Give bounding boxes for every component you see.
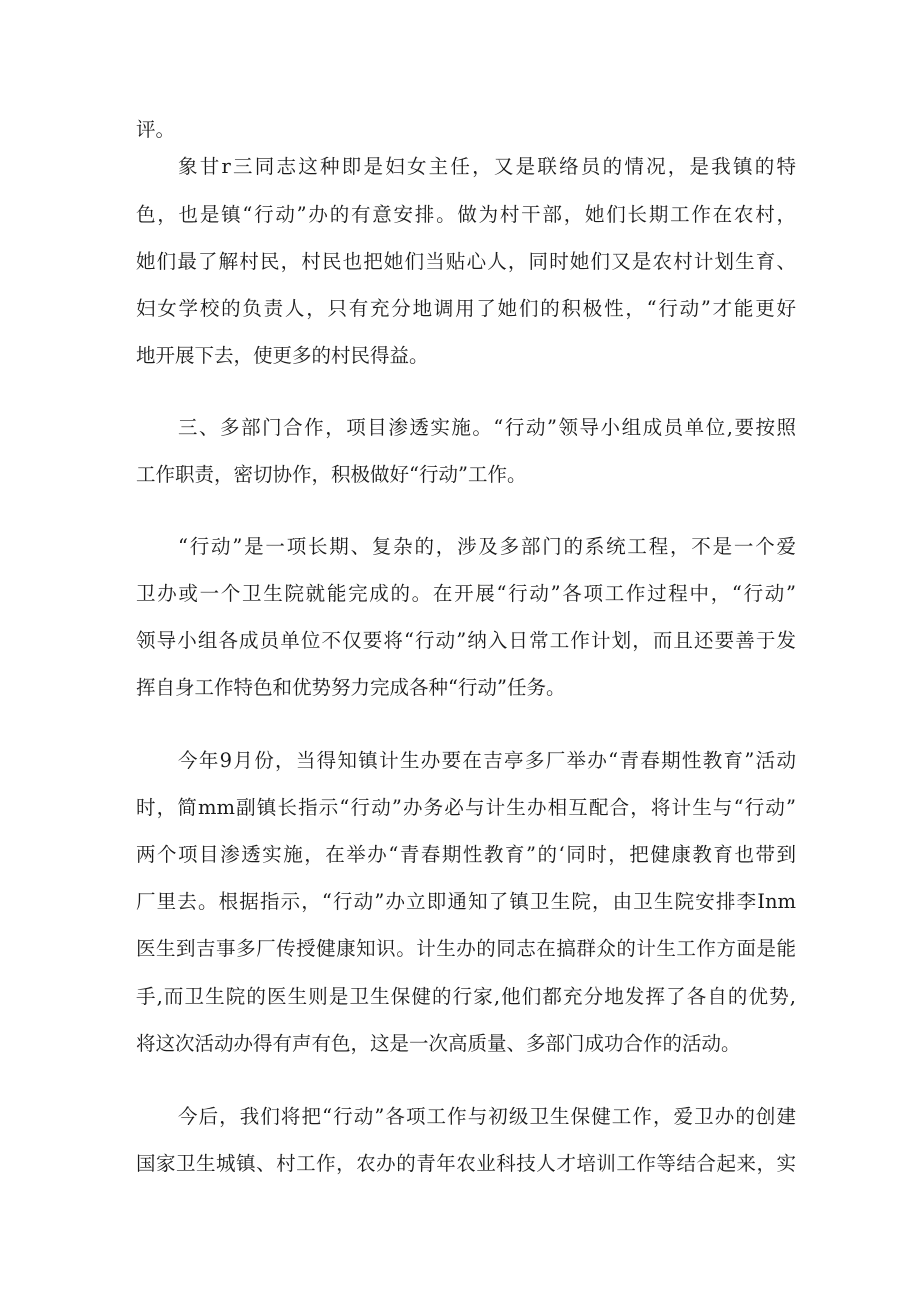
text-line: 评。 [136,118,176,141]
text-line: 厂里去。根据指示，“行动”办立即通知了镇卫生院，由卫生院安排李Inm [136,890,796,913]
text-line: 时，简mm副镇长指示“行动”办务必与计生办相互配合，将计生与“行动” [136,796,796,819]
text-line: 医生到吉事多厂传授健康知识。计生办的同志在搞群众的计生工作方面是能 [136,937,796,960]
text-line: 今年9月份，当得知镇计生办要在吉亭多厂举办“青春期性教育”活动 [178,749,796,772]
text-line: 色，也是镇“行动”办的有意安排。做为村干部，她们长期工作在农村， [136,203,796,226]
text-line: 地开展下去，使更多的村民得益。 [136,344,429,367]
text-line: 两个项目渗透实施，在举办“青春期性教育”的‘同时，把健康教育也带到 [136,843,796,866]
text-line: 挥自身工作特色和优势努力完成各种“行动”任务。 [136,676,566,699]
text-line: 国家卫生城镇、村工作，农办的青年农业科技人才培训工作等结合起来，实 [136,1152,796,1175]
text-line: 象甘r三同志这种即是妇女主任，又是联络员的情况，是我镇的特 [178,155,796,178]
text-line: 领导小组各成员单位不仅要将“行动”纳入日常工作计划，而且还要善于发 [136,629,796,652]
text-line: 工作职责，密切协作，积极做好“行动”工作。 [136,463,527,486]
text-line: 她们最了解村民，村民也把她们当贴心人，同时她们又是农村计划生育、 [136,250,796,273]
text-line: 三、多部门合作，项目渗透实施。“行动”领导小组成员单位,要按照 [178,416,796,439]
text-line: 妇女学校的负责人，只有充分地调用了她们的积极性，“行动”才能更好 [136,297,796,320]
text-line: 将这次活动办得有声有色，这是一次高质量、多部门成功合作的活动。 [136,1032,741,1055]
text-line: 卫办或一个卫生院就能完成的。在开展“行动”各项工作过程中，“行动” [136,582,796,605]
text-line: “行动”是一项长期、复杂的，涉及多部门的系统工程，不是一个爱 [178,535,796,558]
text-line: 手,而卫生院的医生则是卫生保健的行家,他们都充分地发挥了各自的优势, [136,985,796,1008]
text-line: 今后，我们将把“行动”各项工作与初级卫生保健工作，爱卫办的创建 [178,1105,796,1128]
